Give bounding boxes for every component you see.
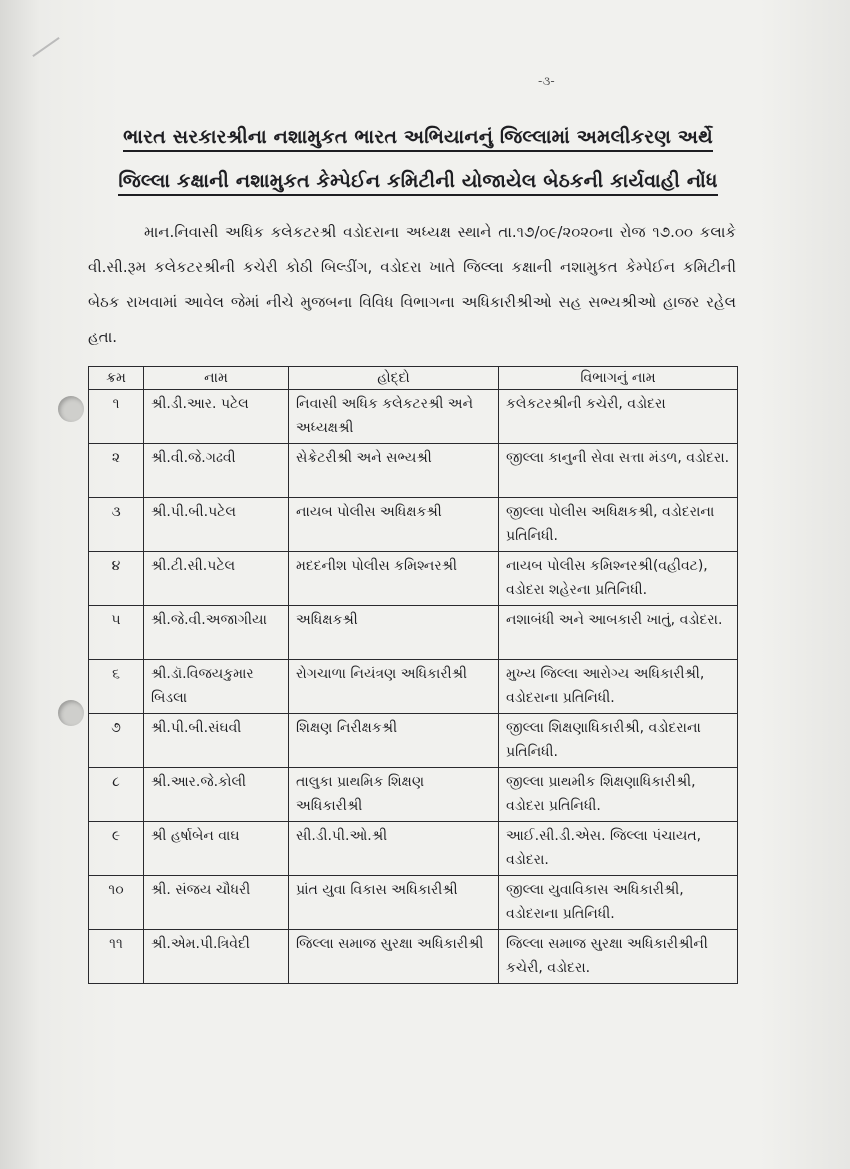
cell-department: જીલ્લા કાનુની સેવા સત્તા મંડળ, વડોદરા. — [499, 444, 738, 498]
cell-serial: ૫ — [89, 606, 144, 660]
cell-department: નાયબ પોલીસ કમિશ્નરશ્રી(વહીવટ), વડોદરા શહેરના પ્રતિનિધી. — [499, 552, 738, 606]
cell-department: જિલ્લા સમાજ સુરક્ષા અધિકારીશ્રીની કચેરી, વડોદરા. — [499, 930, 738, 984]
header-designation: હોદ્દો — [289, 367, 499, 390]
table-row — [89, 660, 738, 714]
cell-serial: ૮ — [89, 768, 144, 822]
cell-name: શ્રી.એમ.પી.ત્રિવેદી — [144, 930, 289, 984]
intro-paragraph: માન.નિવાસી અધિક કલેકટરશ્રી વડોદરાના અધ્યક્ષ સ્થાને તા.૧૭/૦૯/૨૦૨૦ના રોજ ૧૭.૦૦ કલાકે વી.સી.રૂમ કલેકટરશ્રીની કચેરી કોઠી બિલ્ડીંગ, વડોદરા ખાતે જિલ્લા કક્ષાની નશામુકત કેમ્પેઈન કમિટીની બેઠક રાખવામાં આવેલ જેમાં નીચે મુજબના વિવિધ વિભાગના અધિકારીશ્રીઓ સહ સભ્યશ્રીઓ હાજર રહેલ હતા. — [88, 223, 736, 346]
cell-serial: ૧ — [89, 390, 144, 444]
cell-name: શ્રી. સંજય ચૌધરી — [144, 876, 289, 930]
cell-serial: ૩ — [89, 498, 144, 552]
cell-name: શ્રી.ડી.આર. પટેલ — [144, 390, 289, 444]
cell-serial: ૪ — [89, 552, 144, 606]
cell-serial: ૭ — [89, 714, 144, 768]
cell-name: શ્રી હર્ષાબેન વાઘ — [144, 822, 289, 876]
cell-department: જીલ્લા યુવાવિકાસ અધિકારીશ્રી, વડોદરાના પ્રતિનિધી. — [499, 876, 738, 930]
table-row — [89, 444, 738, 498]
table-row — [89, 498, 738, 552]
document-title-line-2: જિલ્લા કક્ષાની નશામુકત કેમ્પેઈન કમિટીની યોજાયેલ બેઠકની કાર્યવાહી નોંધ — [118, 170, 718, 192]
cell-department: નશાબંધી અને આબકારી ખાતું, વડોદરા. — [499, 606, 738, 660]
scan-mark — [32, 37, 59, 57]
cell-designation: રોગચાળા નિયંત્રણ અધિકારીશ્રી — [289, 660, 499, 714]
cell-designation: મદદનીશ પોલીસ કમિશ્નરશ્રી — [289, 552, 499, 606]
table-row — [89, 606, 738, 660]
cell-department: કલેકટરશ્રીની કચેરી, વડોદરા — [499, 390, 738, 444]
page-number: -૩- — [538, 74, 555, 88]
cell-name: શ્રી.પી.બી.પટેલ — [144, 498, 289, 552]
table-row — [89, 390, 738, 444]
cell-name: શ્રી.ટી.સી.પટેલ — [144, 552, 289, 606]
table-row — [89, 714, 738, 768]
table-row — [89, 552, 738, 606]
punch-hole — [58, 700, 84, 726]
cell-serial: ૨ — [89, 444, 144, 498]
cell-name: શ્રી.પી.બી.સંઘવી — [144, 714, 289, 768]
header-department: વિભાગનું નામ — [499, 367, 738, 390]
cell-designation: અધિક્ષકશ્રી — [289, 606, 499, 660]
cell-designation: જિલ્લા સમાજ સુરક્ષા અધિકારીશ્રી — [289, 930, 499, 984]
cell-serial: ૬ — [89, 660, 144, 714]
cell-designation: સેક્રેટરીશ્રી અને સભ્યશ્રી — [289, 444, 499, 498]
cell-serial: ૧૧ — [89, 930, 144, 984]
table-row — [89, 876, 738, 930]
table-row — [89, 768, 738, 822]
cell-name: શ્રી.આર.જે.કોલી — [144, 768, 289, 822]
cell-designation: સી.ડી.પી.ઓ.શ્રી — [289, 822, 499, 876]
table-row — [89, 822, 738, 876]
cell-department: જીલ્લા પોલીસ અધિક્ષકશ્રી, વડોદરાના પ્રતિનિધી. — [499, 498, 738, 552]
punch-hole — [58, 396, 84, 422]
cell-name: શ્રી.જે.વી.અજાગીયા — [144, 606, 289, 660]
header-name: નામ — [144, 367, 289, 390]
cell-serial: ૯ — [89, 822, 144, 876]
header-serial: ક્રમ — [89, 367, 144, 390]
cell-serial: ૧૦ — [89, 876, 144, 930]
cell-department: મુખ્ય જિલ્લા આરોગ્ય અધિકારીશ્રી, વડોદરાના પ્રતિનિધી. — [499, 660, 738, 714]
cell-designation: નાયબ પોલીસ અધિક્ષકશ્રી — [289, 498, 499, 552]
cell-designation: નિવાસી અધિક કલેકટરશ્રી અને અધ્યક્ષશ્રી — [289, 390, 499, 444]
cell-name: શ્રી.ડૉ.વિજયકુમાર બિડલા — [144, 660, 289, 714]
table-header-row — [89, 367, 738, 390]
cell-department: આઈ.સી.ડી.એસ. જિલ્લા પંચાયત, વડોદરા. — [499, 822, 738, 876]
cell-name: શ્રી.વી.જે.ગઢવી — [144, 444, 289, 498]
document-title-line-1: ભારત સરકારશ્રીના નશામુકત ભારત અભિયાનનું જિલ્લામાં અમલીકરણ અર્થે — [118, 126, 718, 148]
attendees-table — [88, 366, 738, 984]
cell-department: જીલ્લા પ્રાથમીક શિક્ષણાધિકારીશ્રી, વડોદરા પ્રતિનિધી. — [499, 768, 738, 822]
cell-designation: પ્રાંત યુવા વિકાસ અધિકારીશ્રી — [289, 876, 499, 930]
cell-designation: શિક્ષણ નિરીક્ષકશ્રી — [289, 714, 499, 768]
cell-designation: તાલુકા પ્રાથમિક શિક્ષણ અધિકારીશ્રી — [289, 768, 499, 822]
table-row — [89, 930, 738, 984]
cell-department: જીલ્લા શિક્ષણાધિકારીશ્રી, વડોદરાના પ્રતિનિધી. — [499, 714, 738, 768]
